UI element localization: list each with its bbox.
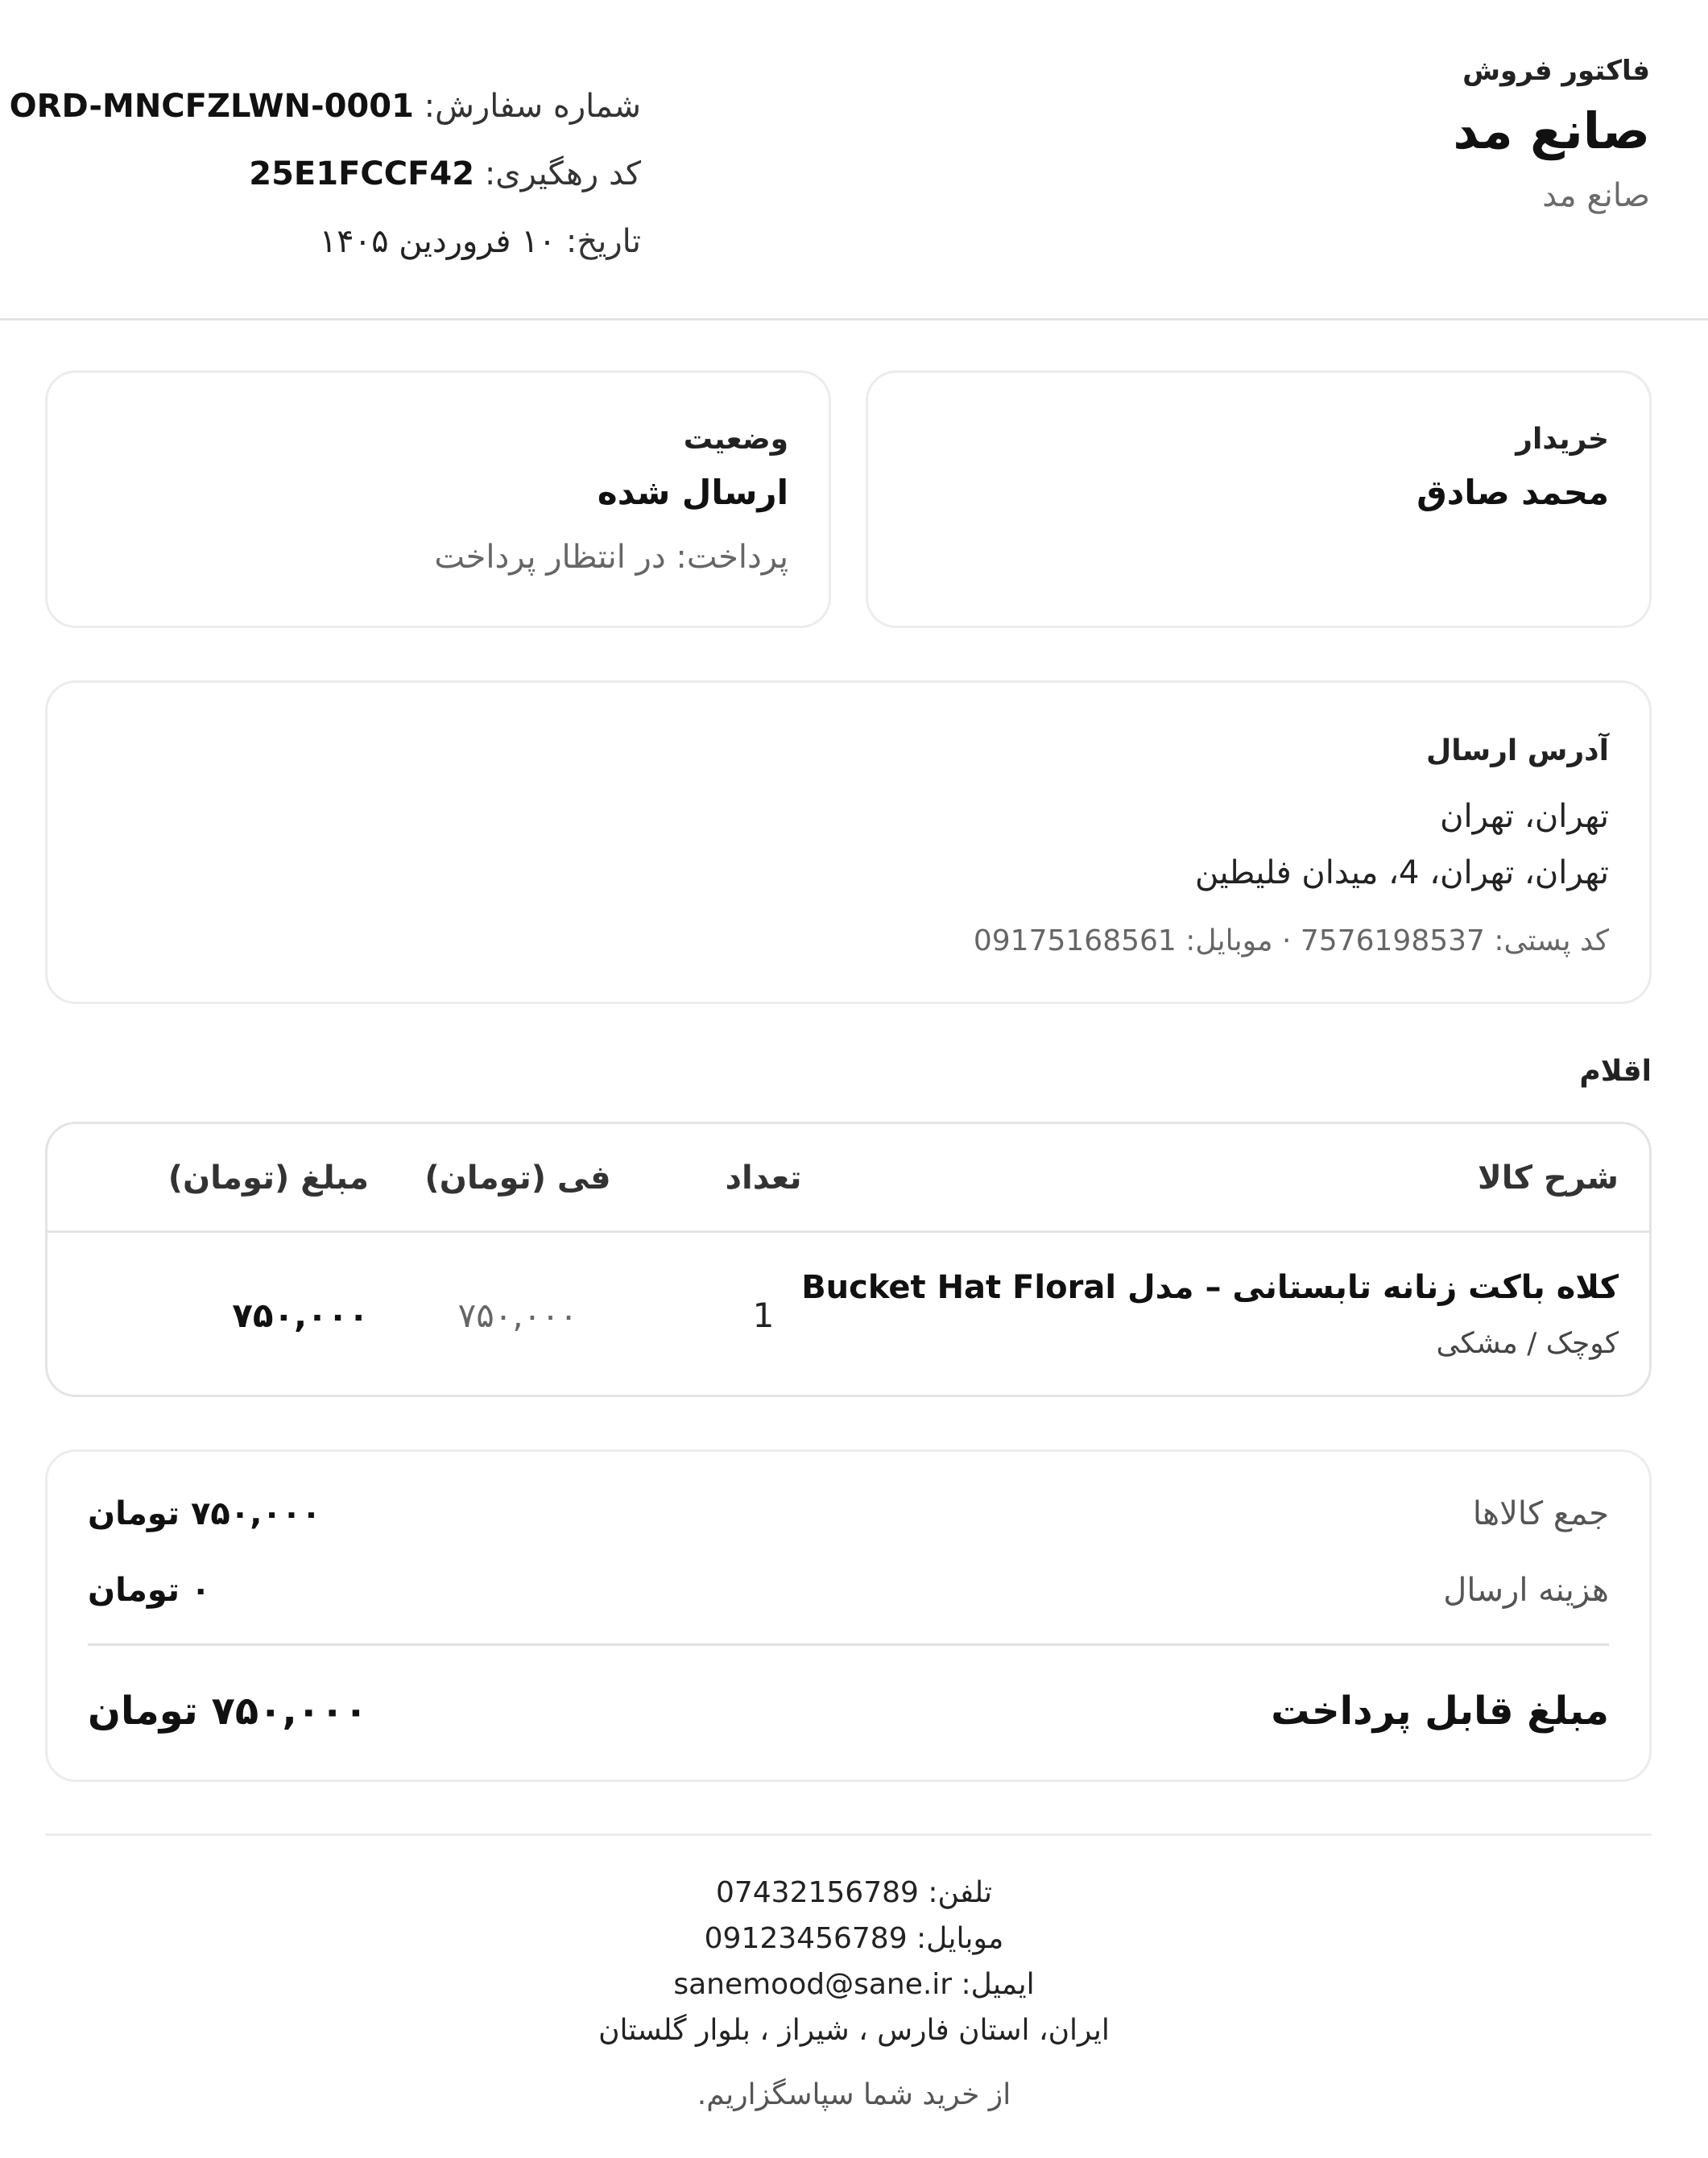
footer-mobile: موبایل: 09123456789: [704, 1922, 1004, 1955]
item-quantity: 1: [752, 1296, 775, 1335]
address-city: تهران، تهران: [1440, 798, 1609, 835]
item-description: [801, 1259, 1619, 1372]
payment-status: پرداخت: در انتظار پرداخت: [434, 539, 788, 576]
invoice-date: ۱۰ فروردین ۱۴۰۵: [319, 223, 556, 260]
column-header-unit-price: فی (تومان): [424, 1160, 611, 1197]
subtotal-label: جمع کالاها: [1472, 1495, 1609, 1532]
totals-card: [45, 1449, 1652, 1782]
date-label: تاریخ:: [565, 223, 641, 260]
shipping-address-card: [45, 680, 1652, 1004]
order-number: ORD-MNCFZLWN-0001: [9, 88, 414, 125]
buyer-name: محمد صادق: [1416, 473, 1609, 512]
items-section-title: اقلام: [1579, 1055, 1652, 1088]
order-number-label: شماره سفارش:: [424, 88, 641, 125]
footer-address: ایران، استان فارس ، شیراز ، بلوار گلستان: [598, 2014, 1110, 2047]
order-status: ارسال شده: [597, 473, 788, 512]
invoice-header: [0, 0, 1708, 320]
item-unit-price: ۷۵۰,۰۰۰: [457, 1296, 578, 1335]
tracking-code-row: [45, 140, 641, 208]
invoice-footer: [0, 1870, 1708, 2119]
item-variant: کوچک / مشکی: [1436, 1327, 1619, 1360]
footer-thanks: از خرید شما سپاسگزاریم.: [697, 2078, 1011, 2111]
status-card: [45, 370, 831, 628]
address-contact: کد پستی: 7576198537 · موبایل: 09175168561: [973, 924, 1609, 957]
tracking-code: 25E1FCCF42: [249, 155, 475, 192]
item-total: ۷۵۰,۰۰۰: [232, 1296, 369, 1335]
shop-subtitle: صانع مد: [1542, 177, 1650, 214]
shipping-row: [88, 1558, 1609, 1623]
item-name: کلاه باکت زنانه تابستانی – مدل Bucket Hat Floral: [801, 1269, 1619, 1306]
table-row: [48, 1235, 1649, 1397]
column-header-quantity: تعداد: [725, 1160, 802, 1197]
grand-total-value: ۷۵۰,۰۰۰ تومان: [88, 1689, 368, 1734]
footer-phone: تلفن: 07432156789: [715, 1876, 993, 1909]
status-title: وضعیت: [683, 423, 788, 456]
buyer-card: [866, 370, 1652, 628]
buyer-title: خریدار: [1516, 423, 1609, 456]
order-number-row: [9, 72, 641, 140]
items-table: [45, 1122, 1652, 1397]
brand-block: [1453, 47, 1650, 224]
totals-divider: [88, 1643, 1609, 1646]
shop-name: صانع مد: [1453, 101, 1650, 160]
date-row: [45, 208, 641, 275]
address-title: آدرس ارسال: [1426, 734, 1609, 767]
document-type: فاکتور فروش: [1462, 55, 1650, 87]
grand-total-label: مبلغ قابل پرداخت: [1271, 1689, 1609, 1734]
shipping-label: هزینه ارسال: [1443, 1572, 1609, 1609]
grand-total-row: [88, 1671, 1609, 1751]
table-header: [48, 1124, 1649, 1233]
footer-divider: [45, 1833, 1652, 1836]
column-header-total: مبلغ (تومان): [167, 1160, 369, 1197]
column-header-description: شرح کالا: [1477, 1160, 1619, 1197]
subtotal-value: ۷۵۰,۰۰۰ تومان: [88, 1495, 321, 1532]
tracking-code-label: کد رهگیری:: [484, 155, 641, 192]
subtotal-row: [88, 1482, 1609, 1546]
address-street: تهران، تهران، 4، میدان فلیطین: [1194, 854, 1609, 891]
order-meta: [9, 72, 641, 275]
footer-email: ایمیل: sanemood@sane.ir: [673, 1968, 1035, 2001]
shipping-value: ۰ تومان: [88, 1572, 211, 1609]
